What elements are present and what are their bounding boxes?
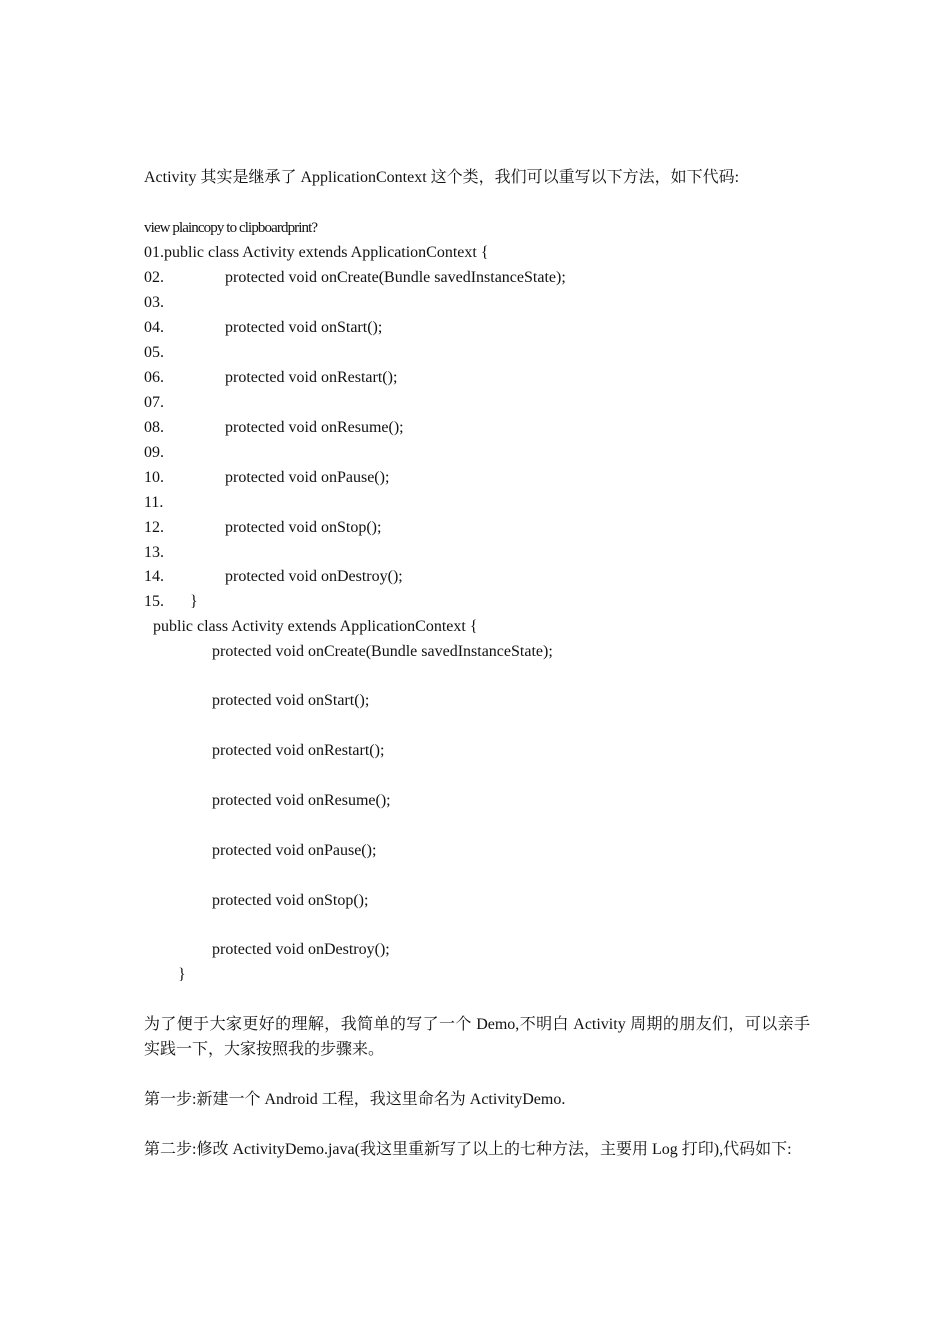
line-number: 15. (144, 593, 164, 610)
code-line: protected void onCreate(Bundle savedInstanceState); (212, 643, 553, 660)
line-number: 09. (144, 444, 164, 461)
body-paragraph: 第一步:新建一个 Android 工程，我这里命名为 ActivityDemo. (144, 1091, 566, 1108)
code-toolbar-links[interactable]: view plaincopy to clipboardprint? (144, 220, 318, 236)
code-line: protected void onRestart(); (225, 369, 398, 386)
code-line: protected void onPause(); (225, 469, 390, 486)
line-number: 08. (144, 419, 164, 436)
body-paragraph: 第二步:修改 ActivityDemo.java(我这里重新写了以上的七种方法，主要用 Log 打印),代码如下: (144, 1141, 792, 1158)
body-paragraph: 为了便于大家更好的理解，我简单的写了一个 Demo,不明白 Activity 周期的朋友们，可以亲手实践一下，大家按照我的步骤来。 (144, 1016, 810, 1058)
code-line: protected void onResume(); (225, 419, 404, 436)
intro-text: Activity 其实是继承了 ApplicationContext 这个类，我们可以重写以下方法，如下代码: (144, 169, 740, 186)
line-number: 14. (144, 568, 164, 585)
line-number: 01. (144, 244, 164, 261)
code-line: protected void onDestroy(); (212, 941, 390, 958)
line-number: 07. (144, 394, 164, 411)
code-line: protected void onCreate(Bundle savedInstanceState); (225, 269, 566, 286)
code-line: protected void onStart(); (212, 692, 370, 709)
line-number: 10. (144, 469, 164, 486)
code-line: protected void onResume(); (212, 792, 391, 809)
code-line: protected void onStop(); (225, 519, 382, 536)
code-line: protected void onRestart(); (212, 742, 385, 759)
line-number: 04. (144, 319, 164, 336)
line-number: 05. (144, 344, 164, 361)
line-number: 13. (144, 544, 164, 561)
code-line: } (178, 966, 186, 983)
code-line: } (190, 593, 198, 610)
line-number: 02. (144, 269, 164, 286)
code-line: protected void onStop(); (212, 892, 369, 909)
code-line: protected void onPause(); (212, 842, 377, 859)
code-line: public class Activity extends ApplicationContext { (153, 618, 478, 635)
code-line: public class Activity extends ApplicationContext { (164, 244, 489, 261)
line-number: 12. (144, 519, 164, 536)
code-line: protected void onDestroy(); (225, 568, 403, 585)
line-number: 03. (144, 294, 164, 311)
code-line: protected void onStart(); (225, 319, 383, 336)
line-number: 06. (144, 369, 164, 386)
line-number: 11. (144, 494, 164, 511)
